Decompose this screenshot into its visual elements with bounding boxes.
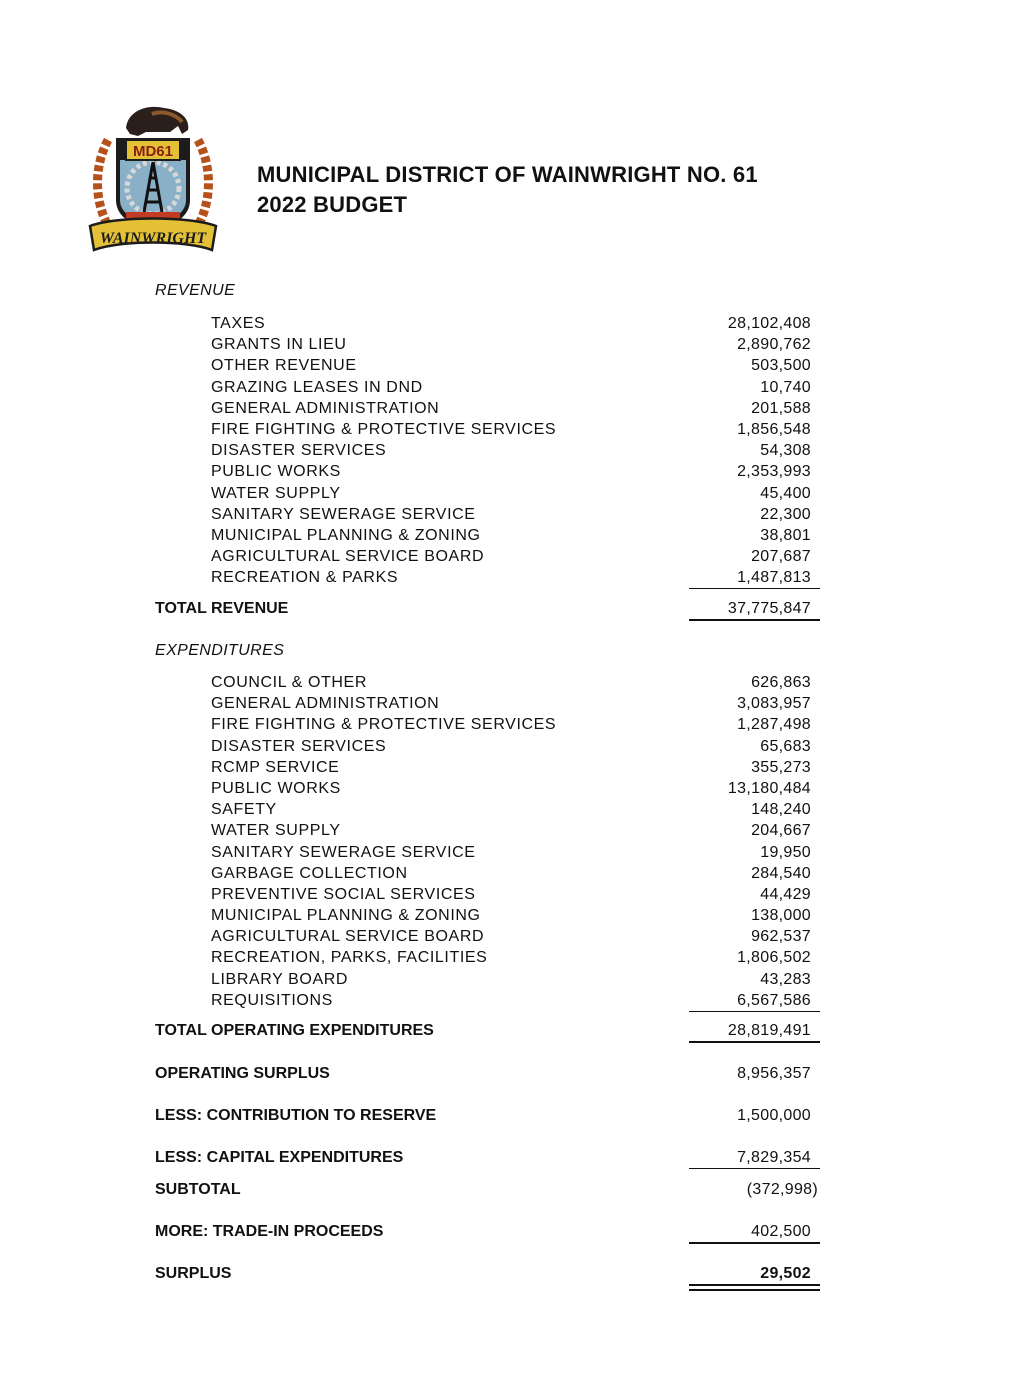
- line-item-label: WATER SUPPLY: [211, 822, 341, 840]
- expenditure-row: [0, 969, 1029, 990]
- line-item-label: TAXES: [211, 315, 266, 332]
- revenue-row: [0, 313, 1029, 334]
- title-line-1: MUNICIPAL DISTRICT OF WAINWRIGHT NO. 61: [257, 162, 758, 187]
- trade-in-proceeds-value: 402,500: [751, 1223, 811, 1240]
- expenditure-row: [0, 672, 1029, 693]
- line-item-value: 148,240: [751, 801, 811, 819]
- line-item-value: 45,400: [760, 484, 811, 502]
- expenditure-row: [0, 947, 1029, 968]
- revenue-row: [0, 377, 1029, 398]
- reserve-contribution-value: 1,500,000: [737, 1107, 811, 1124]
- total-revenue-label: TOTAL REVENUE: [155, 600, 289, 617]
- subtotal-label: SUBTOTAL: [155, 1181, 241, 1198]
- line-item-value: 3,083,957: [737, 695, 811, 713]
- line-item-label: DISASTER SERVICES: [211, 442, 387, 460]
- revenue-row: [0, 546, 1029, 567]
- total-revenue-row: [0, 597, 1029, 621]
- line-item-value: 1,287,498: [737, 716, 811, 734]
- surplus-value: 29,502: [760, 1265, 811, 1282]
- expenditure-line-items: [0, 672, 1029, 1011]
- line-item-value: 1,856,548: [737, 420, 811, 438]
- line-item-value: 10,740: [760, 378, 811, 396]
- expenditures-section-label: EXPENDITURES: [155, 642, 285, 659]
- title-line-2: 2022 BUDGET: [257, 192, 408, 217]
- line-item-value: 13,180,484: [727, 779, 811, 797]
- expenditure-row: [0, 714, 1029, 735]
- line-item-value: 355,273: [751, 758, 811, 776]
- line-item-label: SAFETY: [211, 801, 277, 819]
- revenue-section-label: REVENUE: [155, 282, 236, 299]
- expenditures-subtotal-rule: [689, 1011, 820, 1012]
- revenue-line-items: [0, 313, 1029, 588]
- revenue-row: [0, 355, 1029, 376]
- line-item-label: FIRE FIGHTING & PROTECTIVE SERVICES: [211, 716, 557, 734]
- revenue-row: [0, 525, 1029, 546]
- revenue-row: [0, 398, 1029, 419]
- surplus-row: [0, 1262, 1029, 1286]
- operating-surplus-label: OPERATING SURPLUS: [155, 1065, 330, 1082]
- line-item-label: LIBRARY BOARD: [211, 970, 349, 988]
- subtotal-value: (372,998): [746, 1181, 818, 1198]
- line-item-label: OTHER REVENUE: [211, 357, 357, 375]
- surplus-double-rule: [689, 1284, 820, 1291]
- document-title: [257, 160, 758, 220]
- revenue-row: [0, 504, 1029, 525]
- surplus-label: SURPLUS: [155, 1265, 232, 1282]
- expenditure-row: [0, 757, 1029, 778]
- subtotal-row: [0, 1178, 1029, 1202]
- line-item-label: REQUISITIONS: [211, 991, 333, 1009]
- capital-expenditures-row: [0, 1146, 1029, 1170]
- line-item-value: 38,801: [760, 526, 811, 544]
- reserve-contribution-label: LESS: CONTRIBUTION TO RESERVE: [155, 1107, 437, 1124]
- capital-expenditures-label: LESS: CAPITAL EXPENDITURES: [155, 1149, 404, 1166]
- line-item-value: 2,353,993: [737, 463, 811, 481]
- expenditure-row: [0, 842, 1029, 863]
- line-item-label: SANITARY SEWERAGE SERVICE: [211, 843, 476, 861]
- trade-in-proceeds-label: MORE: TRADE-IN PROCEEDS: [155, 1223, 384, 1240]
- expenditure-row: [0, 799, 1029, 820]
- revenue-row: [0, 483, 1029, 504]
- line-item-label: FIRE FIGHTING & PROTECTIVE SERVICES: [211, 420, 557, 438]
- line-item-value: 503,500: [751, 357, 811, 375]
- expenditure-row: [0, 926, 1029, 947]
- line-item-value: 204,667: [751, 822, 811, 840]
- line-item-value: 28,102,408: [727, 315, 811, 332]
- trade-in-rule: [689, 1242, 820, 1244]
- line-item-label: GRAZING LEASES IN DND: [211, 378, 423, 396]
- line-item-value: 44,429: [760, 885, 811, 903]
- line-item-value: 2,890,762: [737, 336, 811, 354]
- line-item-label: PUBLIC WORKS: [211, 463, 341, 481]
- total-expenditures-row: [0, 1019, 1029, 1043]
- line-item-label: PREVENTIVE SOCIAL SERVICES: [211, 885, 476, 903]
- line-item-label: AGRICULTURAL SERVICE BOARD: [211, 548, 485, 566]
- revenue-row: [0, 419, 1029, 440]
- line-item-value: 19,950: [760, 843, 811, 861]
- line-item-value: 1,806,502: [737, 949, 811, 967]
- line-item-label: SANITARY SEWERAGE SERVICE: [211, 505, 476, 523]
- line-item-label: RECREATION, PARKS, FACILITIES: [211, 949, 488, 967]
- total-expenditures-rule: [689, 1041, 820, 1043]
- line-item-value: 201,588: [751, 399, 811, 417]
- expenditure-row: [0, 990, 1029, 1011]
- line-item-label: RECREATION & PARKS: [211, 569, 399, 587]
- revenue-subtotal-rule: [689, 588, 820, 589]
- trade-in-proceeds-row: [0, 1220, 1029, 1244]
- line-item-value: 1,487,813: [737, 569, 811, 587]
- line-item-label: RCMP SERVICE: [211, 758, 340, 776]
- expenditure-row: [0, 905, 1029, 926]
- line-item-label: GARBAGE COLLECTION: [211, 864, 408, 882]
- expenditure-row: [0, 778, 1029, 799]
- line-item-value: 207,687: [751, 548, 811, 566]
- line-item-value: 6,567,586: [737, 991, 811, 1009]
- svg-text:MD61: MD61: [132, 143, 174, 160]
- expenditure-row: [0, 693, 1029, 714]
- line-item-value: 626,863: [751, 674, 811, 691]
- municipal-crest-logo: [86, 100, 220, 260]
- line-item-value: 54,308: [760, 442, 811, 460]
- reserve-contribution-row: [0, 1104, 1029, 1128]
- total-expenditures-value: 28,819,491: [727, 1022, 811, 1039]
- capital-expenditures-value: 7,829,354: [737, 1149, 811, 1166]
- line-item-label: COUNCIL & OTHER: [211, 674, 367, 691]
- line-item-value: 65,683: [760, 737, 811, 755]
- operating-surplus-value: 8,956,357: [737, 1065, 811, 1082]
- revenue-row: [0, 334, 1029, 355]
- line-item-label: MUNICIPAL PLANNING & ZONING: [211, 526, 481, 544]
- line-item-label: GENERAL ADMINISTRATION: [211, 399, 440, 417]
- capital-rule: [689, 1168, 820, 1169]
- total-revenue-value: 37,775,847: [727, 600, 811, 617]
- revenue-row: [0, 440, 1029, 461]
- line-item-value: 22,300: [760, 505, 811, 523]
- line-item-label: PUBLIC WORKS: [211, 779, 341, 797]
- line-item-label: MUNICIPAL PLANNING & ZONING: [211, 907, 481, 925]
- expenditure-row: [0, 820, 1029, 841]
- line-item-label: AGRICULTURAL SERVICE BOARD: [211, 928, 485, 946]
- line-item-label: DISASTER SERVICES: [211, 737, 387, 755]
- expenditure-row: [0, 736, 1029, 757]
- municipal-crest-icon: [86, 100, 220, 260]
- line-item-label: WATER SUPPLY: [211, 484, 341, 502]
- total-revenue-rule: [689, 619, 820, 621]
- revenue-row: [0, 461, 1029, 482]
- expenditure-row: [0, 884, 1029, 905]
- line-item-value: 284,540: [751, 864, 811, 882]
- line-item-label: GRANTS IN LIEU: [211, 336, 347, 354]
- line-item-label: GENERAL ADMINISTRATION: [211, 695, 440, 713]
- operating-surplus-row: [0, 1062, 1029, 1086]
- line-item-value: 138,000: [751, 907, 811, 925]
- svg-text:WAINWRIGHT: WAINWRIGHT: [99, 230, 207, 247]
- revenue-row: [0, 567, 1029, 588]
- line-item-value: 962,537: [751, 928, 811, 946]
- total-expenditures-label: TOTAL OPERATING EXPENDITURES: [155, 1022, 434, 1039]
- line-item-value: 43,283: [760, 970, 811, 988]
- expenditure-row: [0, 863, 1029, 884]
